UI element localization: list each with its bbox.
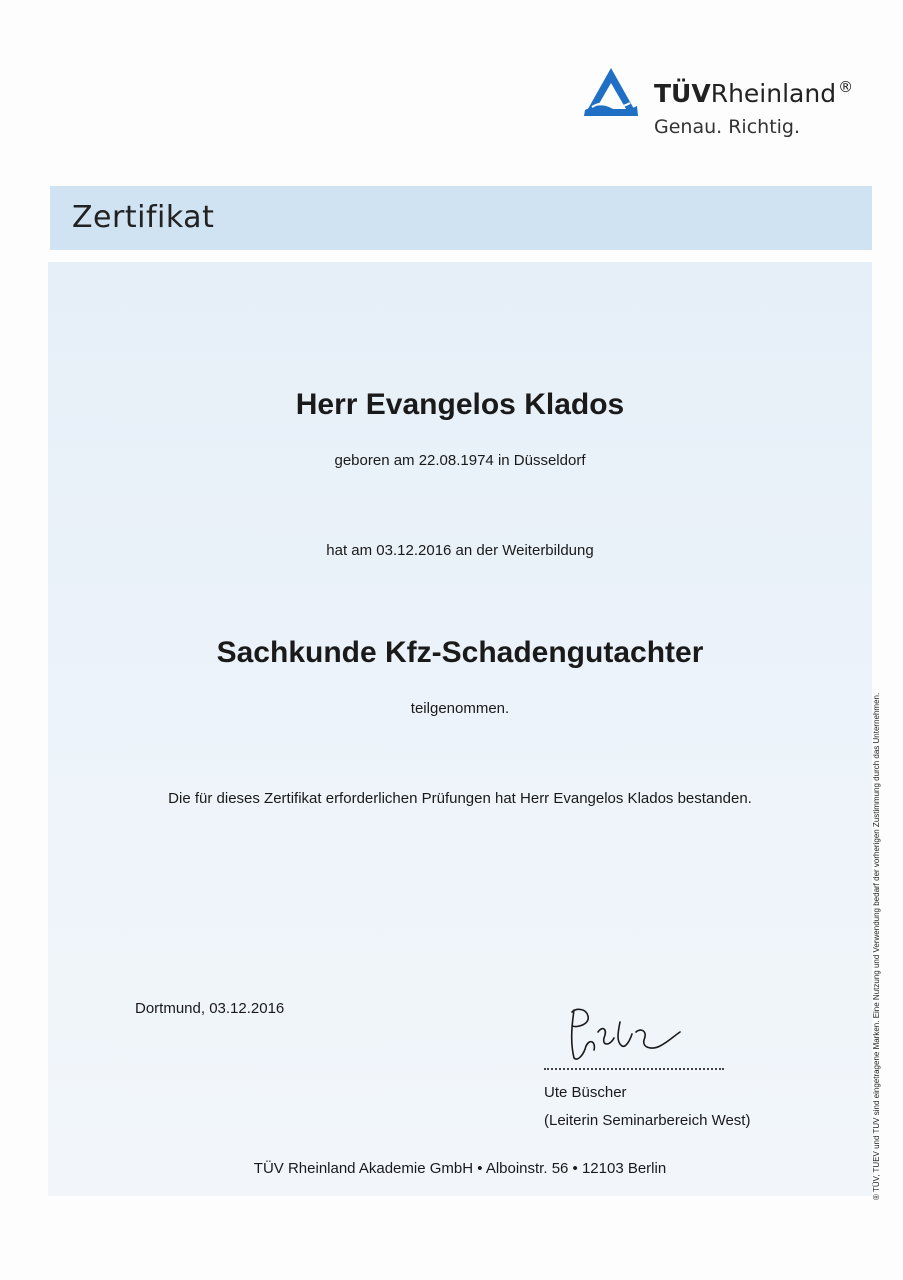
brand-tagline: Genau. Richtig.: [654, 116, 801, 138]
participated-line: teilgenommen.: [410, 700, 510, 717]
registered-mark: ®: [838, 78, 854, 96]
brand-regular: Rheinland: [710, 79, 837, 108]
header-band: [50, 186, 872, 250]
place-date: Dortmund, 03.12.2016: [135, 1000, 285, 1017]
brand-name: [654, 78, 853, 108]
birth-line: geboren am 22.08.1974 in Düsseldorf: [334, 452, 586, 469]
attended-line: hat am 03.12.2016 an der Weiterbildung: [326, 542, 594, 559]
footer-address: TÜV Rheinland Akademie GmbH • Alboinstr. 56 • 12103 Berlin: [253, 1160, 667, 1177]
course-title: Sachkunde Kfz-Schadengutachter: [216, 636, 704, 669]
signer-role: (Leiterin Seminarbereich West): [544, 1112, 751, 1129]
signature-icon: [560, 1002, 690, 1066]
signer-name: Ute Büscher: [544, 1084, 627, 1101]
certificate-title: Zertifikat: [72, 200, 215, 235]
exam-line: Die für dieses Zertifikat erforderlichen Prüfungen hat Herr Evangelos Klados bestanden.: [168, 790, 752, 807]
recipient-name: Herr Evangelos Klados: [295, 388, 625, 421]
brand-bold: TÜV: [654, 79, 711, 108]
signature-line: [544, 1068, 724, 1070]
tuv-logo: [582, 62, 882, 142]
trademark-note: ® TÜV, TUEV und TUV sind eingetragene Marken. Eine Nutzung und Verwendung bedarf der vorherigen Zustimmung durch das Unternehmen.: [872, 692, 881, 1200]
tuv-triangle-icon: [582, 66, 640, 118]
